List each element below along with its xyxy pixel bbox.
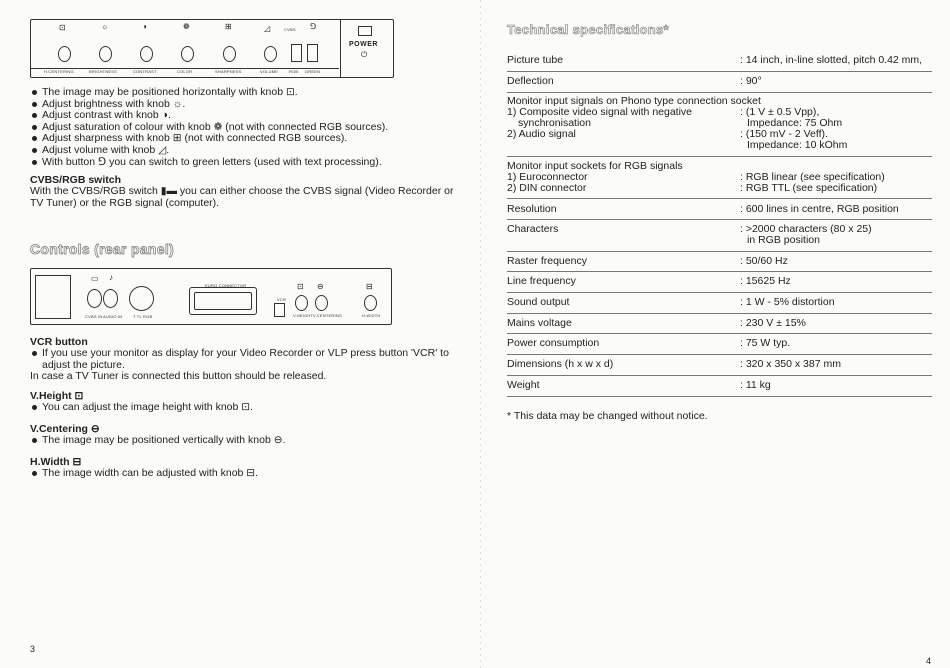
divider [507,219,932,220]
spec-value: : 50/60 Hz [740,255,788,267]
front-label: SHARPNESS [215,69,242,74]
spec-value: : 14 inch, in-line slotted, pitch 0.42 mm, [740,54,923,66]
h-width-section [30,456,460,480]
spec-key: 1) Composite video signal with negative [507,106,693,118]
front-label: VOLUME [260,69,279,74]
spec-value: : >2000 characters (80 x 25) [740,223,872,235]
volume-knob [264,46,277,62]
list-item: Adjust contrast with knob ◑. [30,110,388,122]
rear-blank-plate [35,275,71,319]
cvbs-rgb-text: With the CVBS/RGB switch ▮▬ you can either choose the CVBS signal (Video Recorder or TV Tuner) or the RGB signal (computer). [30,185,454,209]
spec-value: : RGB linear (see specification) [740,171,885,183]
h-width-heading: H.Width ⊟ [30,456,82,468]
spec-key: Monitor input sockets for RGB signals [507,160,683,172]
cvbs-in-socket [87,289,102,308]
divider [507,198,932,199]
cvbs-rgb-heading: CVBS/RGB switch [30,174,122,186]
v-height-symbol-icon: ⊡ [297,282,304,291]
h-width-symbol-icon: ⊟ [366,282,373,291]
list-item: The image width can be adjusted with knob ⊟. [30,468,460,480]
divider [507,71,932,72]
spec-key: Deflection [507,75,554,87]
spec-value: : (150 mV - 2 Veff). [740,128,828,140]
spec-key: Dimensions (h x w x d) [507,358,614,370]
list-item: Adjust saturation of colour with knob ❁ (not with connected RGB sources). [30,122,388,134]
ttl-rgb-socket [129,286,154,311]
front-label: BRIGHTNESS [89,69,118,74]
rgb-switch [291,44,302,62]
brightness-symbol-icon: ☼ [101,22,109,31]
spec-key: Sound output [507,296,570,308]
h-width-knob [364,295,377,311]
contrast-symbol-icon: ◑ [142,22,147,31]
h-centering-knob [58,46,71,62]
front-label: H.CENTERING [44,69,74,74]
spec-key: Picture tube [507,54,564,66]
spec-title: Technical specifications* [507,22,669,37]
spec-note: * This data may be changed without notice. [507,410,708,422]
audio-symbol-icon: ♪ [109,273,113,282]
v-centering-symbol-icon: ⊖ [317,282,324,291]
spec-key: synchronisation [518,117,591,129]
list-item: Adjust sharpness with knob ⊞ (not with connected RGB sources). [30,133,388,145]
spec-key: 2) DIN connector [507,182,587,194]
front-label: CONTRAST [133,69,157,74]
brightness-knob [99,46,112,62]
vcr-text: In case a TV Tuner is connected this button should be released. [30,370,327,383]
vcr-button [274,303,285,317]
v-height-section [30,390,460,414]
divider [507,156,932,157]
spec-value: : 15625 Hz [740,275,791,287]
list-item: With button ⅁ you can switch to green letters (used with text processing). [30,157,388,169]
divider [507,251,932,252]
spec-key: Monitor input signals on Phono type connection socket [507,95,761,107]
list-item: If you use your monitor as display for your Video Recorder or VLP press button 'VCR' to adjust the picture. [30,348,460,371]
front-panel-diagram [30,19,394,78]
spec-value: : (1 V ± 0.5 Vpp), [740,106,820,118]
divider [507,271,932,272]
v-centering-knob [315,295,328,311]
front-label: COLOR [177,69,193,74]
rear-label: T TL RGB [133,314,153,319]
v-height-heading: V.Height ⊡ [30,390,84,402]
divider [507,92,932,93]
rear-panel-diagram [30,268,392,325]
green-switch [307,44,318,62]
v-height-knob [295,295,308,311]
rear-label: V.CENTERING [313,313,343,318]
page-fold [480,0,481,668]
audio-in-socket [103,289,118,308]
spec-key: Weight [507,379,540,391]
rear-label: CVBS IN [85,314,103,319]
vcr-label: VCR [277,297,287,302]
spec-value: Impedance: 75 Ohm [747,117,843,129]
power-lamp [358,26,372,36]
spec-value: : 320 x 350 x 387 mm [740,358,841,370]
spec-key: 1) Euroconnector [507,171,588,183]
v-centering-section [30,423,460,447]
rear-label: H.WIDTH [362,313,381,318]
list-item: Adjust brightness with knob ☼. [30,99,388,111]
rear-label: V.HEIGHT [293,313,314,318]
spec-value: : RGB TTL (see specification) [740,182,878,194]
spec-key: Line frequency [507,275,576,287]
colour-symbol-icon: ❁ [183,22,190,31]
spec-key: Mains voltage [507,317,572,329]
contrast-knob [140,46,153,62]
v-centering-heading: V.Centering ⊖ [30,423,100,435]
divider [507,292,932,293]
spec-key: 2) Audio signal [507,128,576,140]
power-symbol-icon: ⏻ [361,50,368,59]
spec-key: Power consumption [507,337,600,349]
spec-value: : 90° [740,75,762,87]
divider [507,375,932,376]
vcr-section [30,336,460,383]
spec-key: Characters [507,223,559,235]
list-item: The image may be positioned vertically with knob ⊖. [30,435,460,447]
list-item: The image may be positioned horizontally with knob ⊡. [30,87,388,99]
spec-value: : 600 lines in centre, RGB position [740,203,899,215]
spec-value: in RGB position [747,234,820,246]
list-item: Adjust volume with knob ◿. [30,145,388,157]
divider [507,313,932,314]
vcr-heading: VCR button [30,336,88,348]
cvbs-rgb-section [30,174,460,209]
page-number-right: 4 [926,656,932,666]
rear-label: AUDIO IN [103,314,123,319]
spec-value: Impedance: 10 kOhm [747,139,848,151]
green-symbol-icon: ⅁ [310,22,317,31]
front-controls-list [30,87,388,168]
spec-value: : 230 V ± 15% [740,317,806,329]
controls-rear-title: Controls (rear panel) [30,241,174,257]
spec-key: Raster frequency [507,255,587,267]
spec-value: : 75 W typ. [740,337,791,349]
spec-value: : 11 kg [740,379,771,391]
volume-symbol-icon: ◿ [264,24,271,33]
power-section [340,20,393,77]
cvbs-in-symbol-icon: ▭ [91,274,99,283]
cvbs-label: CVBS [284,27,296,32]
euro-connector [189,287,257,315]
power-label: POWER [349,41,378,48]
divider [507,396,932,397]
euro-connector-label: EURO CONNECTOR [205,283,247,288]
sharpness-knob [223,46,236,62]
h-centering-symbol-icon: ⊡ [59,23,66,32]
sharpness-symbol-icon: ⊞ [225,22,232,31]
spec-key: Resolution [507,203,557,215]
front-label: RGB [289,69,299,74]
page-number-left: 3 [30,644,36,654]
color-knob [181,46,194,62]
front-label: GREEN [305,69,321,74]
divider [507,333,932,334]
divider [507,354,932,355]
spec-value: : 1 W - 5% distortion [740,296,835,308]
list-item: You can adjust the image height with knob ⊡. [30,402,460,414]
